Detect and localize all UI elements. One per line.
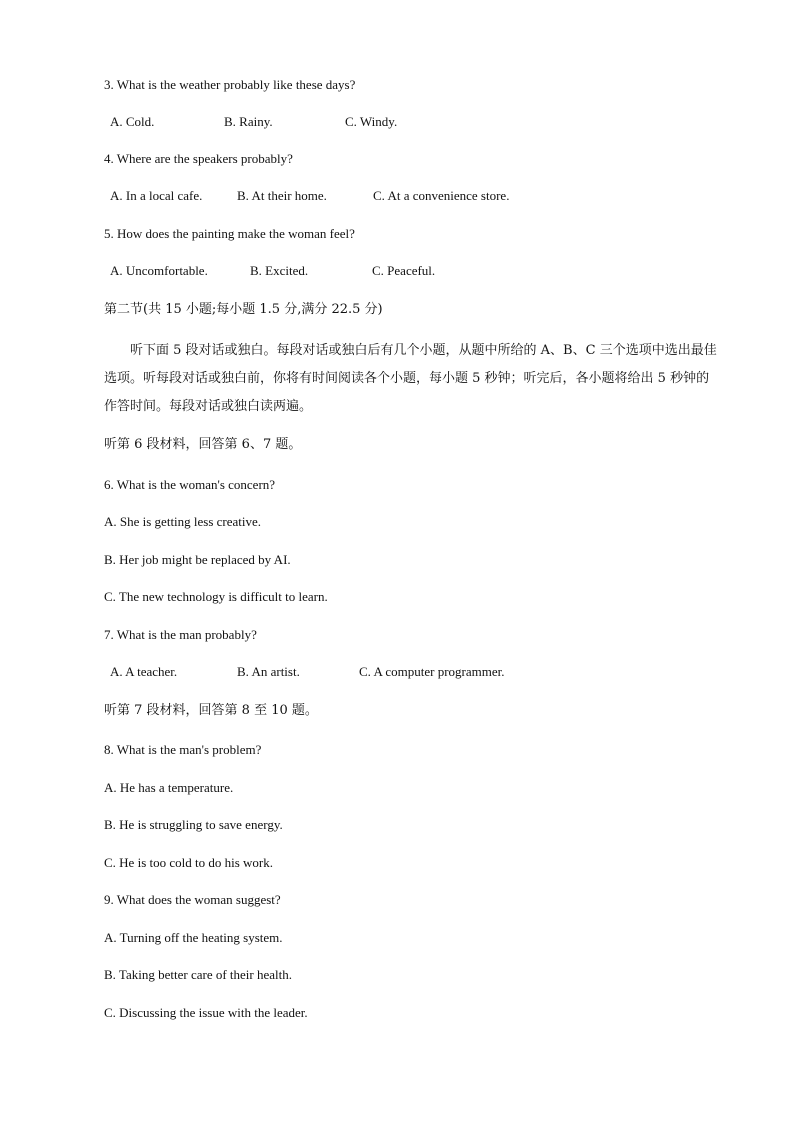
question-9-option-c: C. Discussing the issue with the leader.: [104, 1005, 308, 1020]
question-4-option-c: C. At a convenience store.: [373, 188, 510, 203]
question-5-option-c: C. Peaceful.: [372, 263, 436, 278]
question-5-options: [110, 263, 710, 279]
question-4-stem: 4. Where are the speakers probably?: [104, 151, 293, 166]
question-9-option-a: A. Turning off the heating system.: [104, 930, 283, 945]
section-2-heading: 第二节(共 15 小题;每小题 1.5 分,满分 22.5 分): [104, 302, 383, 317]
material-7-label: 听第 7 段材料，回答第 8 至 10 题。: [104, 703, 318, 718]
section-2-instructions: 听下面 5 段对话或独白。每段对话或独白后有几个小题，从题中所给的 A、B、C 三个选项中选出最佳选项。听每段对话或独白前，你将有时间阅读各个小题，每小题 5 秒钟；听完后，各小题将给出 5 秒钟的作答时间。每段对话或独白读两遍。: [104, 343, 717, 414]
question-7-options: [110, 664, 710, 680]
question-6-option-a: A. She is getting less creative.: [104, 514, 262, 529]
question-8-option-a: A. He has a temperature.: [104, 780, 234, 795]
question-4-option-a: A. In a local cafe.: [110, 188, 203, 203]
question-8-option-b: B. He is struggling to save energy.: [104, 817, 283, 832]
material-6-label: 听第 6 段材料，回答第 6、7 题。: [104, 437, 302, 452]
question-8-option-c: C. He is too cold to do his work.: [104, 855, 273, 870]
question-6-option-c: C. The new technology is difficult to learn.: [104, 589, 328, 604]
question-8-stem: 8. What is the man's problem?: [104, 742, 262, 757]
question-4-option-b: B. At their home.: [237, 188, 327, 203]
question-6-stem: 6. What is the woman's concern?: [104, 477, 276, 492]
question-9-option-b: B. Taking better care of their health.: [104, 967, 292, 982]
question-6-option-b: B. Her job might be replaced by AI.: [104, 552, 291, 567]
question-4-options: [110, 188, 710, 204]
question-3-option-a: A. Cold.: [110, 114, 155, 129]
question-3-option-b: B. Rainy.: [224, 114, 273, 129]
question-7-option-c: C. A computer programmer.: [359, 664, 505, 679]
question-7-stem: 7. What is the man probably?: [104, 627, 257, 642]
question-3-stem: 3. What is the weather probably like these days?: [104, 77, 356, 92]
question-3-option-c: C. Windy.: [345, 114, 398, 129]
question-3-options: [110, 114, 710, 130]
question-7-option-b: B. An artist.: [237, 664, 300, 679]
question-7-option-a: A. A teacher.: [110, 664, 178, 679]
question-5-stem: 5. How does the painting make the woman feel?: [104, 226, 355, 241]
question-5-option-a: A. Uncomfortable.: [110, 263, 208, 278]
question-5-option-b: B. Excited.: [250, 263, 309, 278]
question-9-stem: 9. What does the woman suggest?: [104, 892, 281, 907]
